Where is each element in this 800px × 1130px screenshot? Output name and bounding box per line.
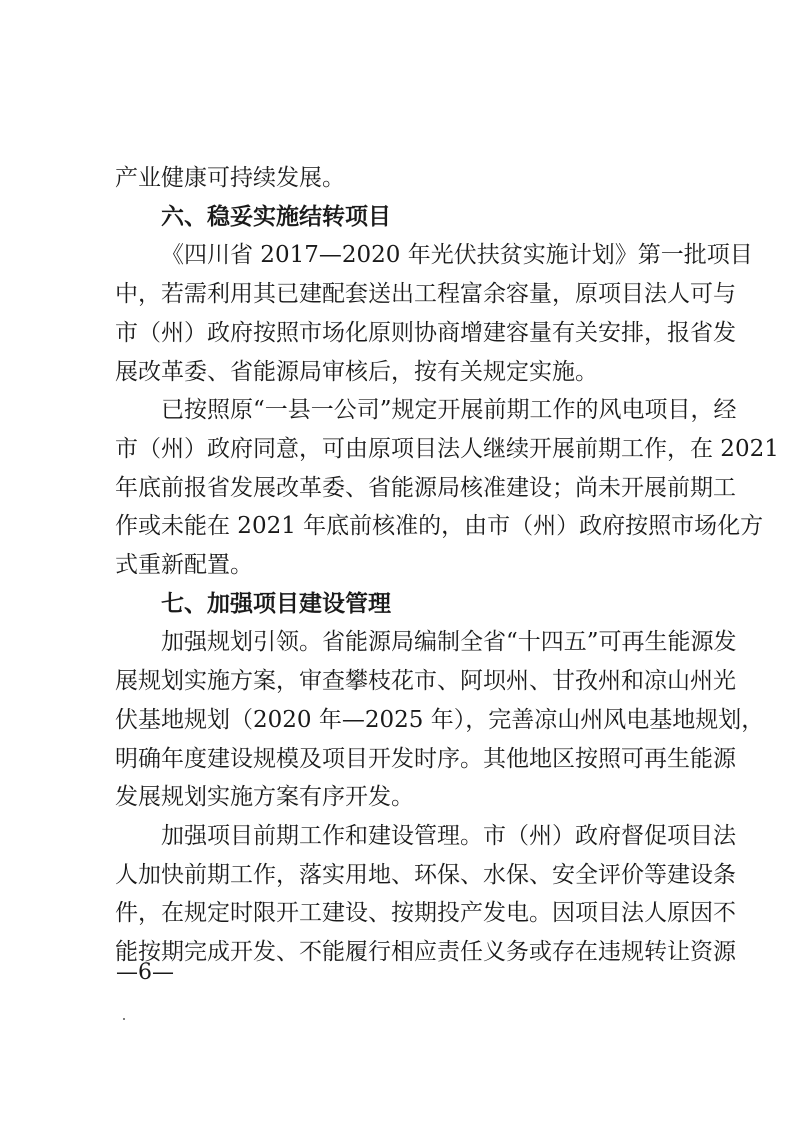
paragraph-line: 中，若需利用其已建配套送出工程富余容量，原项目法人可与	[115, 281, 736, 307]
paragraph-line: 展改革委、省能源局审核后，按有关规定实施。	[115, 359, 598, 385]
paragraph-line: 加强规划引领。省能源局编制全省“十四五”可再生能源发	[161, 629, 737, 655]
scan-speck	[123, 1018, 125, 1020]
paragraph-line: 能按期完成开发、不能履行相应责任义务或存在违规转让资源	[115, 939, 736, 965]
paragraph-line: 《四川省 2017—2020 年光伏扶贫实施计划》第一批项目	[161, 242, 753, 268]
paragraph-line: 伏基地规划（2020 年—2025 年），完善凉山州风电基地规划，	[115, 707, 765, 733]
paragraph-line: 市（州）政府按照市场化原则协商增建容量有关安排，报省发	[115, 320, 736, 346]
paragraph-line: 展规划实施方案，审查攀枝花市、阿坝州、甘孜州和凉山州光	[115, 668, 736, 694]
section-heading-7: 七、加强项目建设管理	[161, 591, 391, 617]
paragraph-line: 发展规划实施方案有序开发。	[115, 784, 414, 810]
paragraph-line: 产业健康可持续发展。	[115, 165, 345, 191]
paragraph-line: 加强项目前期工作和建设管理。市（州）政府督促项目法	[161, 823, 736, 849]
section-heading-6: 六、稳妥实施结转项目	[161, 204, 391, 230]
paragraph-line: 人加快前期工作，落实用地、环保、水保、安全评价等建设条	[115, 862, 736, 888]
page-number: —6—	[116, 960, 174, 985]
paragraph-line: 年底前报省发展改革委、省能源局核准建设；尚未开展前期工	[115, 475, 736, 501]
paragraph-line: 明确年度建设规模及项目开发时序。其他地区按照可再生能源	[115, 746, 736, 772]
paragraph-line: 件，在规定时限开工建设、按期投产发电。因项目法人原因不	[115, 900, 736, 926]
paragraph-line: 市（州）政府同意，可由原项目法人继续开展前期工作，在 2021	[115, 436, 779, 462]
paragraph-line: 作或未能在 2021 年底前核准的，由市（州）政府按照市场化方	[115, 513, 764, 539]
paragraph-line: 式重新配置。	[115, 552, 253, 578]
paragraph-line: 已按照原“一县一公司”规定开展前期工作的风电项目，经	[161, 397, 737, 423]
